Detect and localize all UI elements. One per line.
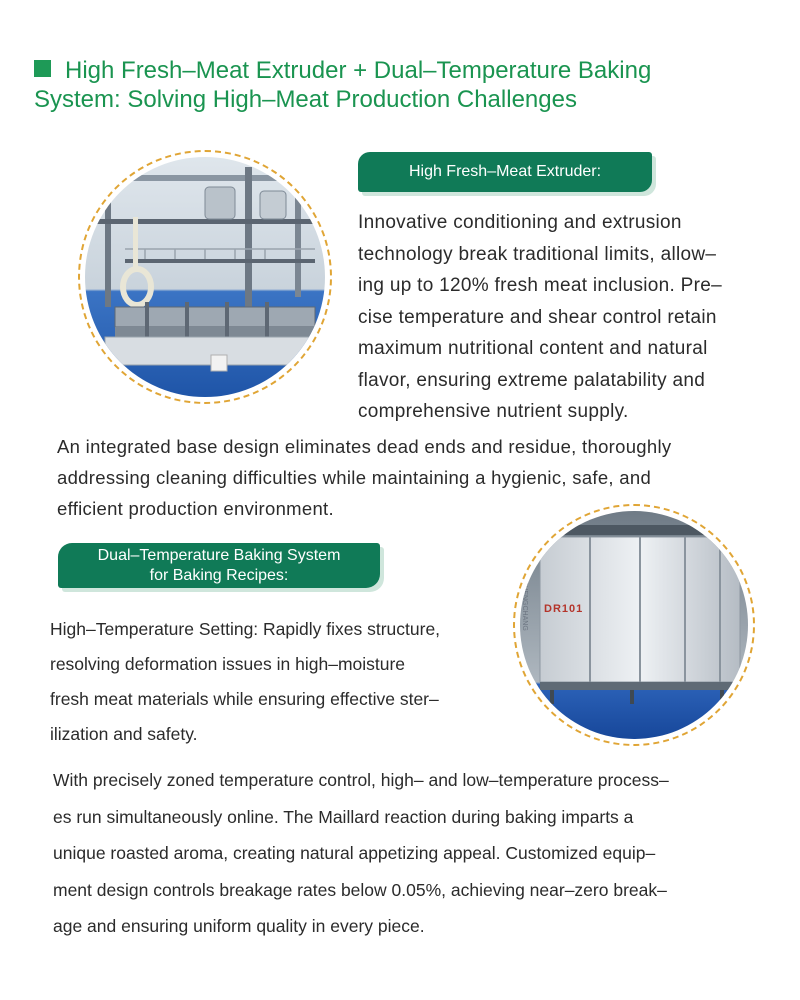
oven-label: DR101 — [544, 603, 584, 615]
extruder-line: ing up to 120% fresh meat inclusion. Pre– — [358, 275, 723, 296]
square-bullet-icon — [34, 60, 51, 77]
extruder-line: flavor, ensuring extreme palatability and — [358, 369, 706, 391]
baking-setting — [50, 612, 500, 752]
oven-photo — [520, 511, 748, 739]
oven-illustration — [520, 511, 748, 739]
title-line-2: System: Solving High–Meat Production Challenges — [34, 86, 577, 113]
extruder-line: technology break traditional limits, allow– — [358, 243, 717, 265]
page-title — [34, 56, 774, 114]
oven-photo-frame — [513, 504, 755, 746]
extruder-heading: High Fresh–Meat Extruder: — [358, 152, 652, 192]
extruder-description — [358, 207, 768, 428]
extruder-machine-illustration — [85, 157, 325, 397]
baking-control-line: es run simultaneously online. The Maillard reaction during baking imparts a — [53, 806, 634, 827]
baking-setting-line: fresh meat materials while ensuring effective ster– — [50, 689, 439, 709]
baking-heading-line-1: Dual–Temperature Baking System — [97, 547, 341, 564]
baking-control — [53, 762, 773, 945]
extruder-line: cise temperature and shear control retain — [358, 306, 717, 328]
extruder-line: Innovative conditioning and extrusion — [358, 212, 682, 233]
baking-control-line: age and ensuring uniform quality in every piece. — [53, 916, 425, 936]
baking-heading — [58, 543, 380, 588]
baking-setting-line: ilization and safety. — [50, 724, 198, 744]
extruder-note-line: addressing cleaning difficulties while maintaining a hygienic, safe, and — [57, 467, 652, 488]
baking-setting-line: resolving deformation issues in high–moisture — [50, 654, 406, 674]
baking-heading-line-2: for Baking Recipes: — [149, 567, 289, 584]
extruder-line: comprehensive nutrient supply. — [358, 401, 629, 422]
extruder-note-line: An integrated base design eliminates dead ends and residue, thoroughly — [57, 436, 672, 457]
title-line-1: High Fresh–Meat Extruder + Dual–Temperature Baking — [65, 57, 652, 84]
extruder-photo-frame — [78, 150, 332, 404]
extruder-line: maximum nutritional content and natural — [358, 338, 708, 359]
brand-label: ZHENGCHANG — [521, 581, 528, 631]
baking-control-line: With precisely zoned temperature control, high– and low–temperature process– — [53, 770, 669, 790]
baking-setting-line: High–Temperature Setting: Rapidly fixes structure, — [50, 619, 441, 639]
extruder-photo — [85, 157, 325, 397]
extruder-note-line: efficient production environment. — [57, 498, 334, 519]
baking-control-line: ment design controls breakage rates below 0.05%, achieving near–zero break– — [53, 879, 667, 900]
baking-control-line: unique roasted aroma, creating natural appetizing appeal. Customized equip– — [53, 843, 656, 863]
